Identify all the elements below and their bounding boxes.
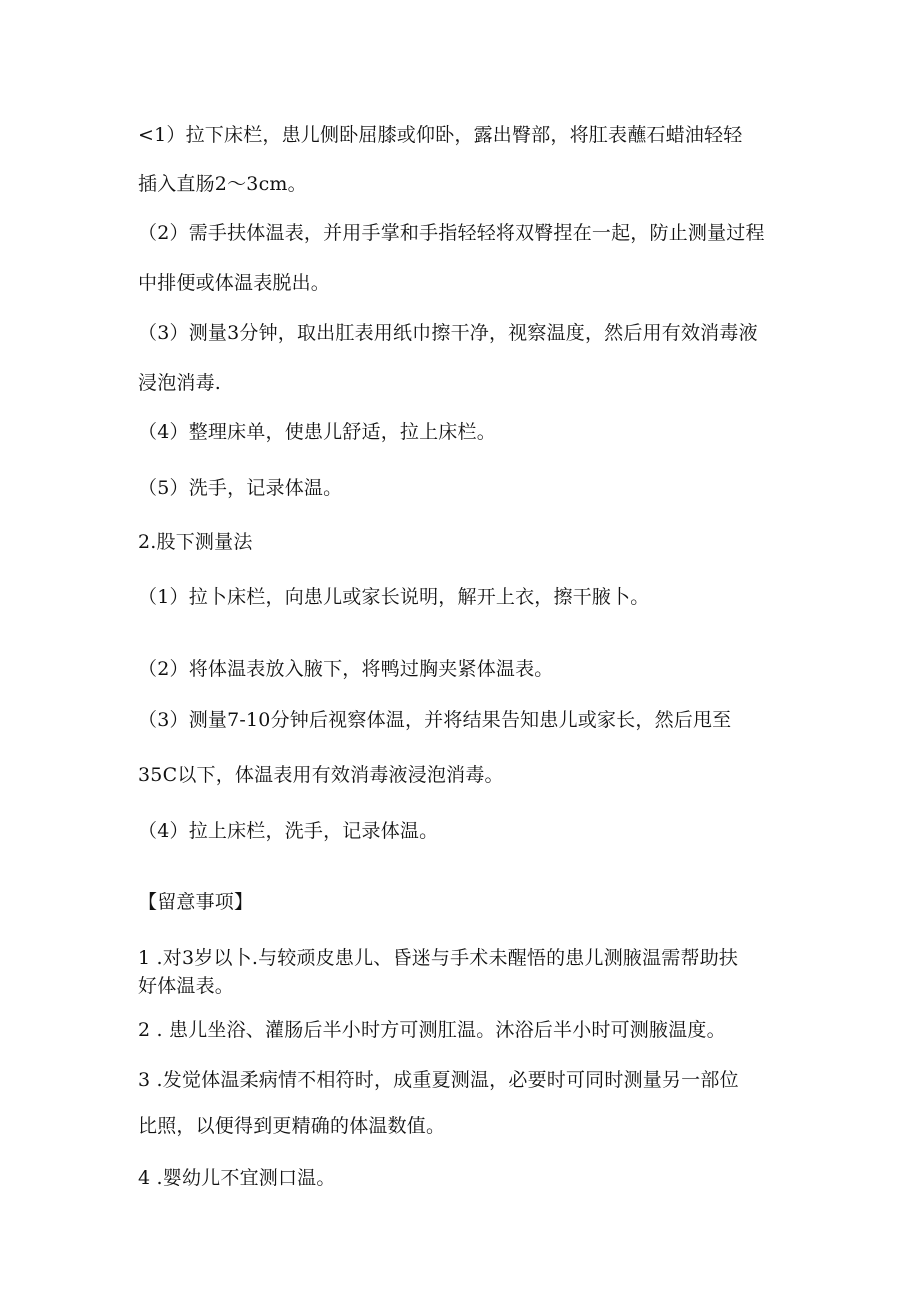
note-2: 2 . 患儿坐浴、灌肠后半小时方可测肛温。沐浴后半小时可测腋温度。 [138,1019,726,1041]
section-heading-axillary-method: 2.股下测量法 [138,531,253,553]
note-3-line-1: 3 .发觉体温柔病情不相符时，成重夏测温，必要时可同时测量另一部位 [138,1069,739,1091]
paragraph-rectal-step-3-line-2: 浸泡消毒. [138,372,222,394]
paragraph-axillary-step-3-line-1: （3）测量7-10分钟后视察体温，并将结果告知患儿或家长，然后甩至 [138,709,732,731]
paragraph-rectal-step-2-line-1: （2）需手扶体温表，并用手掌和手指轻轻将双臀捏在一起，防止测量过程 [138,222,765,244]
paragraph-axillary-step-3-line-2: 35C以下，体温表用有效消毒液浸泡消毒。 [138,764,504,786]
paragraph-axillary-step-1: （1）拉卜床栏，向患儿或家长说明，解开上衣，擦干腋卜。 [138,586,650,608]
paragraph-rectal-step-5: （5）洗手，记录体温。 [138,477,343,499]
note-4: 4 .婴幼儿不宜测口温。 [138,1167,336,1189]
paragraph-rectal-step-1-line-1: <1）拉下床栏，患儿侧卧屈膝或仰卧，露出臀部，将肛表蘸石蜡油轻轻 [138,124,743,146]
note-3-line-2: 比照，以便得到更精确的体温数值。 [138,1115,446,1137]
note-1-line-2: 好体温表。 [138,975,235,997]
paragraph-axillary-step-4: （4）拉上床栏，洗手，记录体温。 [138,820,439,842]
paragraph-rectal-step-2-line-2: 中排便或体温表脱出。 [138,272,331,294]
paragraph-rectal-step-3-line-1: （3）测量3分钟，取出肛表用纸巾擦干净，视察温度，然后用有效消毒液 [138,322,758,344]
paragraph-axillary-step-2: （2）将体温表放入腋下，将鸭过胸夹紧体温表。 [138,658,554,680]
section-heading-notes: 【留意事项】 [138,891,254,913]
paragraph-rectal-step-1-line-2: 插入直肠2～3cm。 [138,173,307,195]
note-1-line-1: 1 .对3岁以卜.与较顽皮患儿、昏迷与手术未醒悟的患儿测腋温需帮助扶 [138,947,739,969]
paragraph-rectal-step-4: （4）整理床单，使患儿舒适，拉上床栏。 [138,421,496,443]
